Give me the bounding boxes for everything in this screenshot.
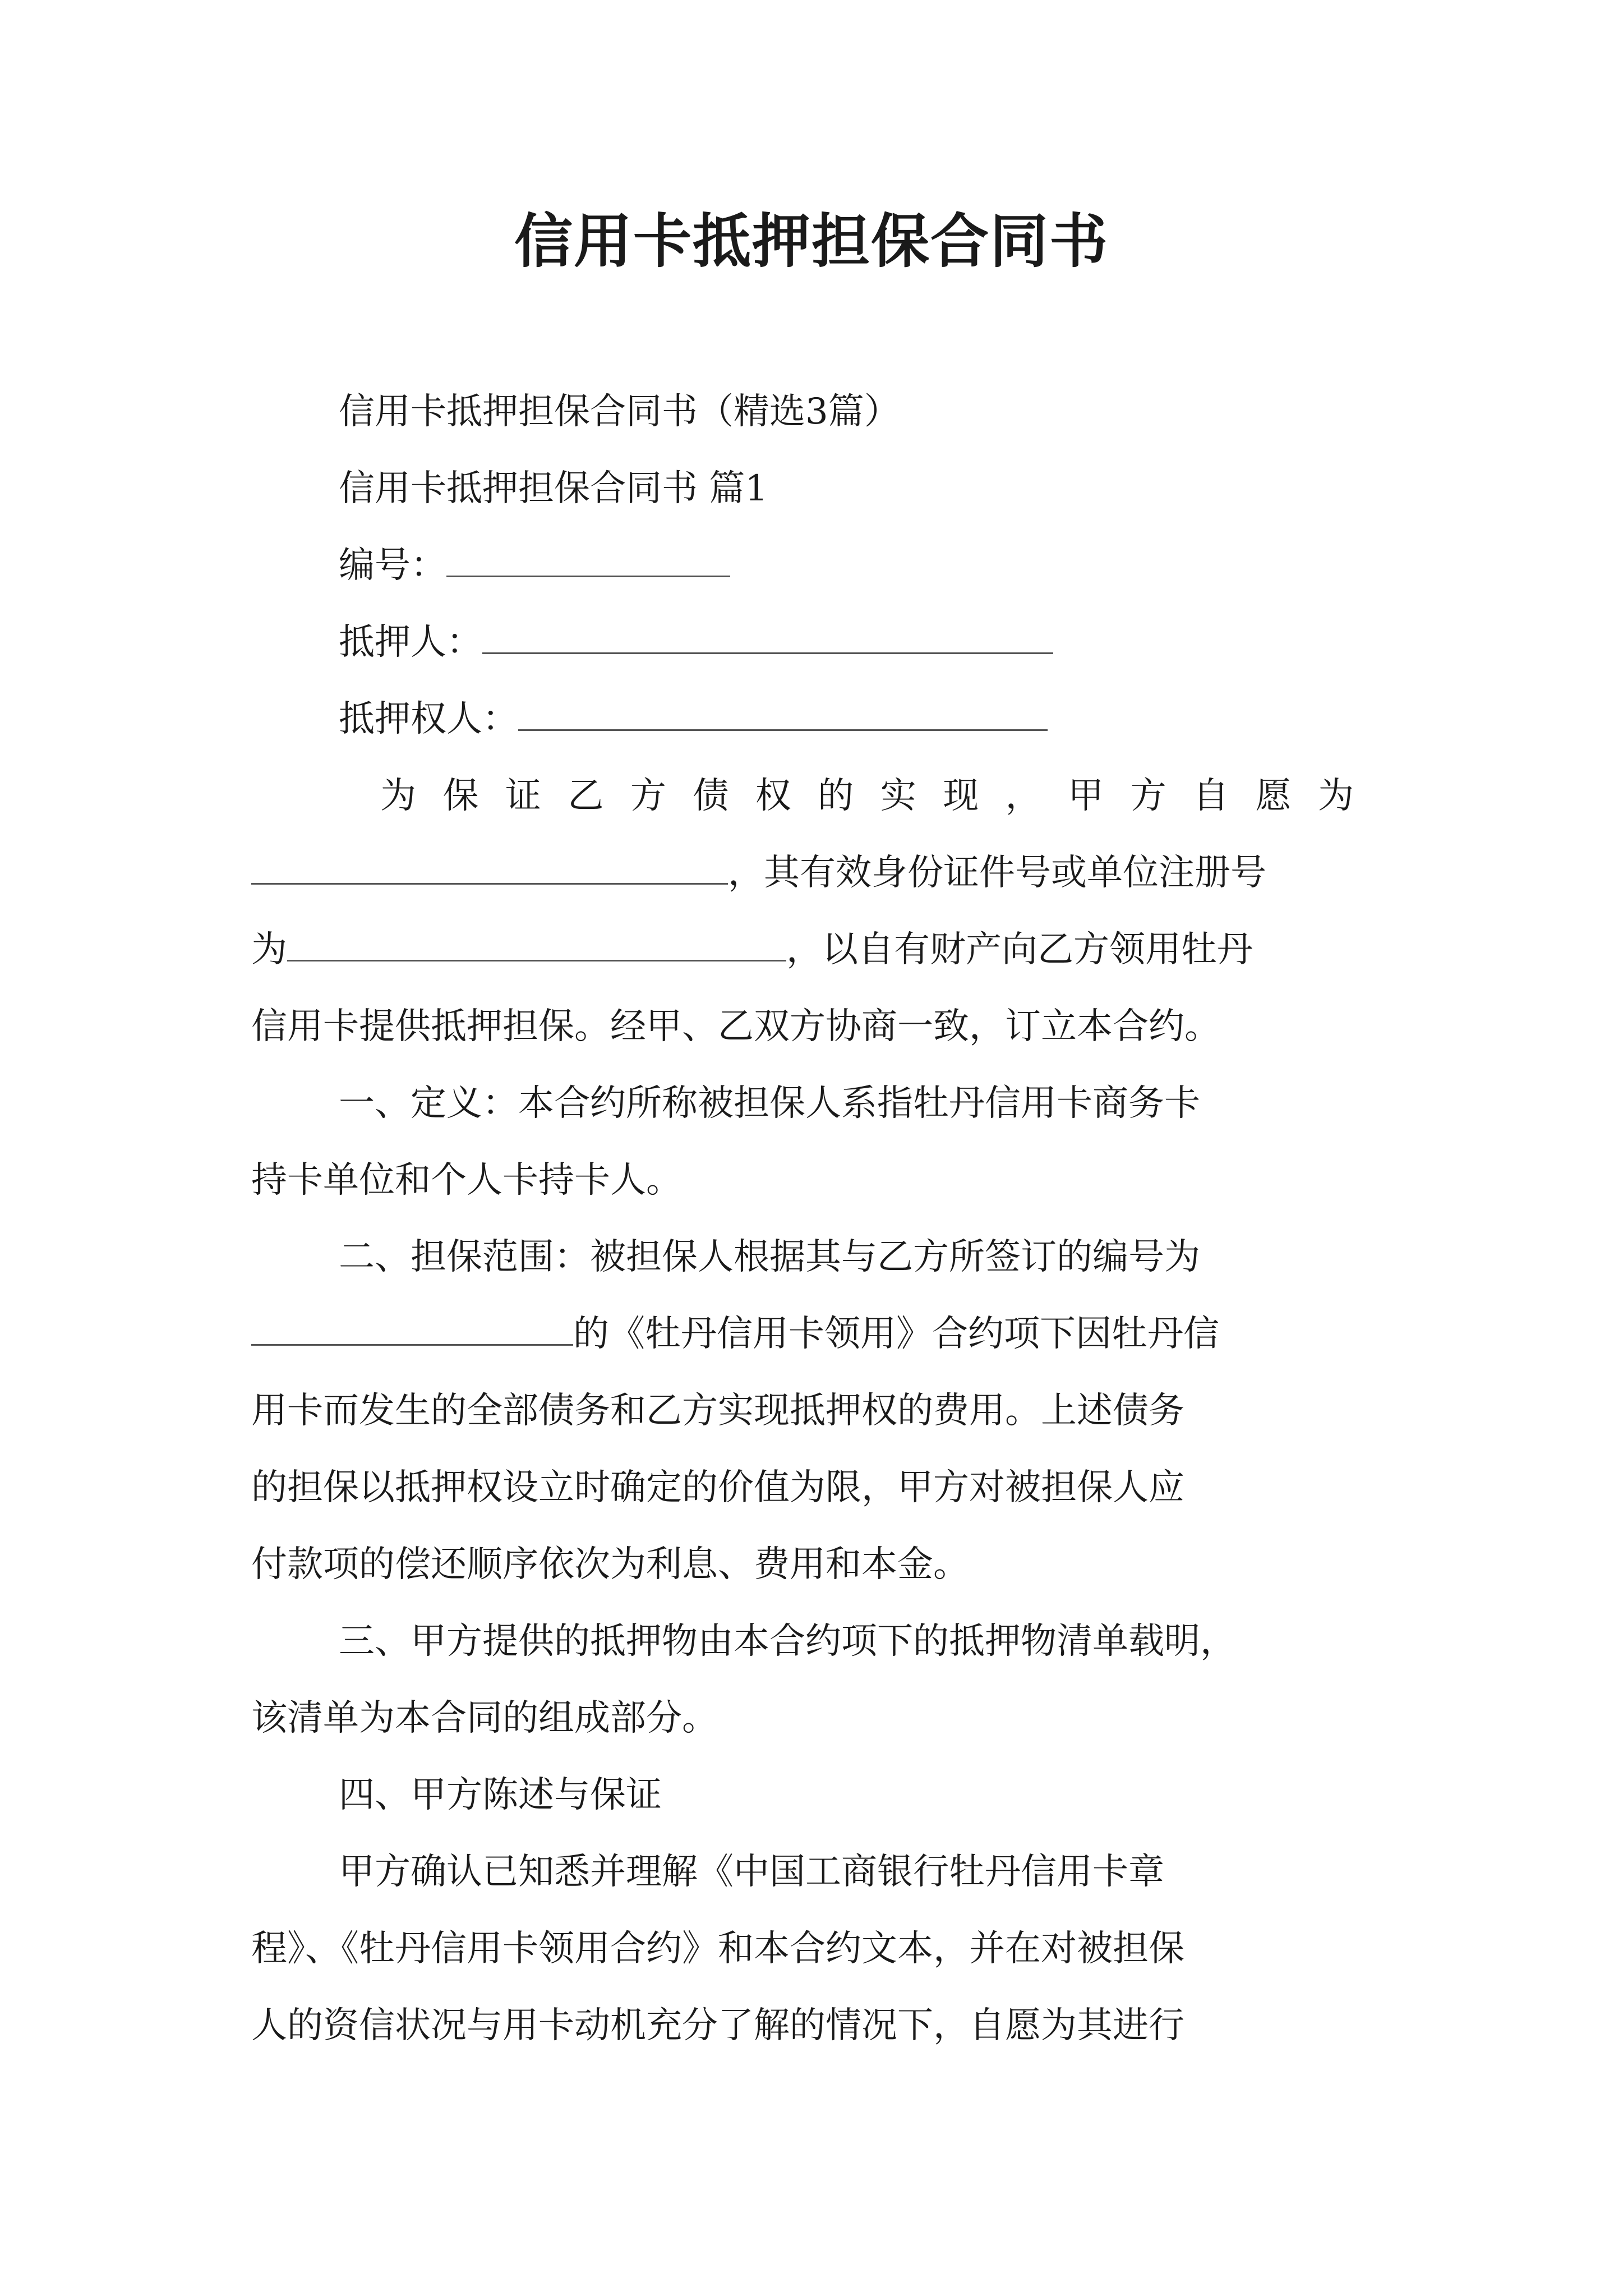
para1-line3 [251, 912, 1375, 988]
clause2-line2-text: 的《牡丹信用卡领用》合约项下因牡丹信 [573, 1313, 1219, 1355]
clause2-blank [251, 1315, 573, 1346]
para1-blank1 [251, 854, 728, 885]
clause4-line1: 甲方确认已知悉并理解《中国工商银行牡丹信用卡章 [339, 1851, 1164, 1893]
clause3-line1: 三、甲方提供的抵押物由本合约项下的抵押物清单载明， [339, 1621, 1236, 1662]
document-body [251, 374, 1375, 2064]
clause3-line2: 该清单为本合同的组成部分。 [251, 1697, 718, 1739]
para1-line3-text: ，以自有财产向乙方领用牡丹 [786, 929, 1253, 970]
clause2-line5: 付款项的偿还顺序依次为利息、费用和本金。 [251, 1544, 969, 1585]
para1-line2 [251, 835, 1375, 912]
clause1-line2: 持卡单位和个人卡持卡人。 [251, 1159, 682, 1201]
clause2-line1: 二、担保范围：被担保人根据其与乙方所签订的编号为 [339, 1236, 1200, 1278]
number-blank [446, 546, 730, 577]
para1-line2-text: ，其有效身份证件号或单位注册号 [728, 852, 1266, 894]
para1-line1: 为保证乙方债权的实现，甲方自愿为 [380, 775, 1375, 817]
clause4-line2: 程》、《牡丹信用卡领用合约》和本合约文本，并在对被担保 [251, 1928, 1184, 1970]
document-subtitle: 信用卡抵押担保合同书（精选3篇） [339, 391, 900, 432]
mortgagor-label: 抵押人： [339, 622, 482, 663]
clause2-line4: 的担保以抵押权设立时确定的价值为限，甲方对被担保人应 [251, 1467, 1184, 1508]
mortgagee-label: 抵押权人： [339, 698, 518, 740]
para1-line3-lead: 为 [251, 929, 287, 970]
clause4-line3: 人的资信状况与用卡动机充分了解的情况下，自愿为其进行 [251, 2005, 1184, 2046]
mortgagee-blank [518, 700, 1048, 731]
para1-line4: 信用卡提供抵押担保。经甲、乙双方协商一致，订立本合约。 [251, 1006, 1220, 1047]
document-title: 信用卡抵押担保合同书 [514, 207, 1109, 275]
clause4-heading: 四、甲方陈述与保证 [339, 1774, 662, 1816]
clause2-line3: 用卡而发生的全部债务和乙方实现抵押权的费用。上述债务 [251, 1390, 1184, 1432]
section-heading: 信用卡抵押担保合同书 篇1 [339, 468, 768, 509]
mortgagee-field-row [251, 681, 1375, 758]
mortgagor-blank [482, 623, 1053, 654]
number-field-row [251, 527, 1375, 604]
number-label: 编号： [339, 545, 446, 586]
mortgagor-field-row [251, 604, 1375, 681]
para1-blank2 [287, 931, 786, 961]
clause1-line1: 一、定义：本合约所称被担保人系指牡丹信用卡商务卡 [339, 1083, 1200, 1124]
clause2-line2 [251, 1296, 1375, 1373]
